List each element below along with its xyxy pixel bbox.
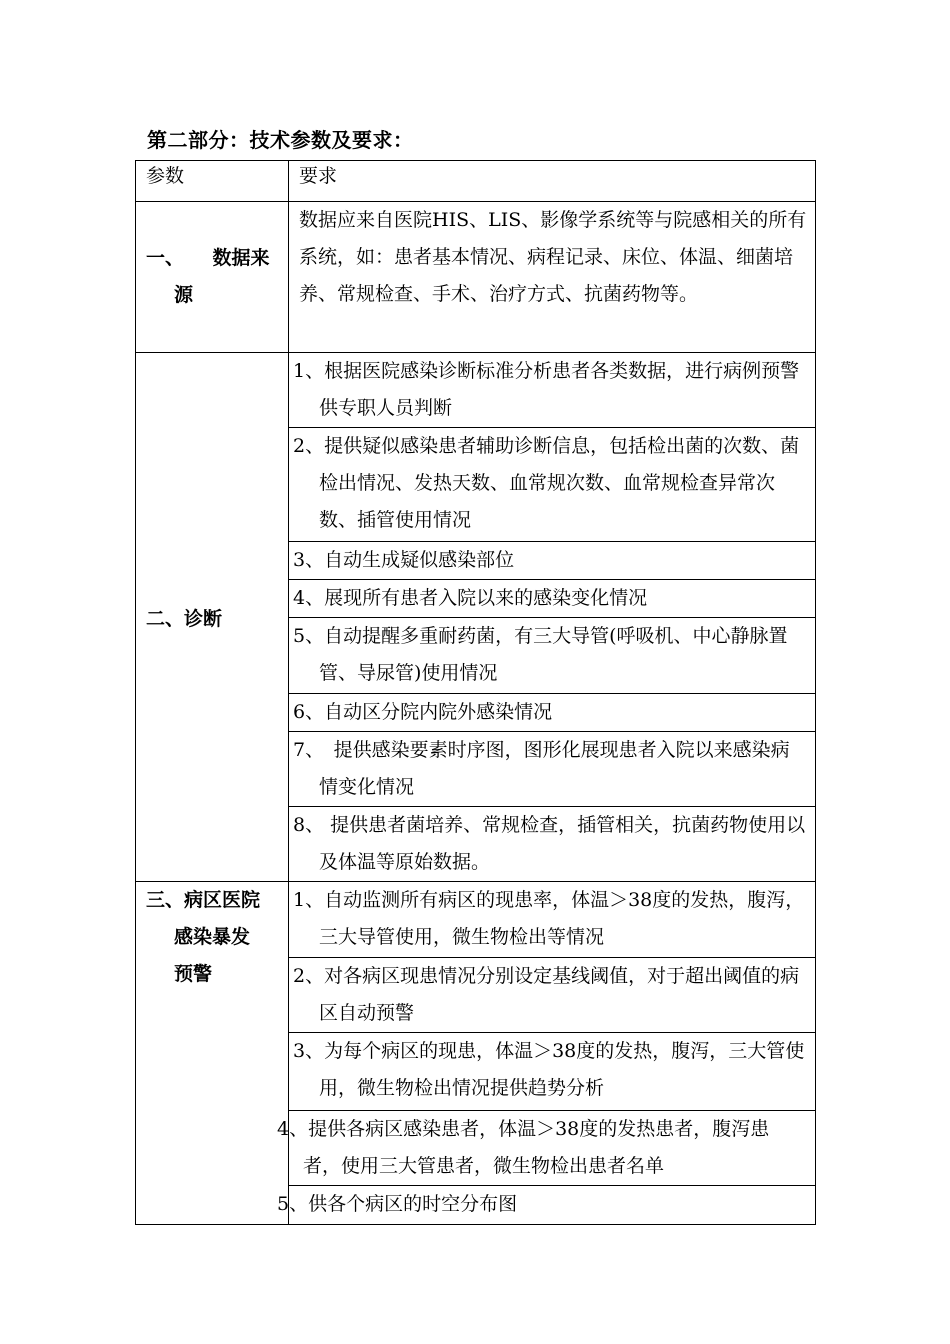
- requirement-item: 4、提供各病区感染患者，体温＞38度的发热患者，腹泻患者，使用三大管患者，微生物检出患者名单: [289, 1111, 816, 1186]
- table-row: [136, 353, 816, 428]
- section-label-line: 二、诊断: [146, 607, 223, 630]
- section-label-diagnosis: [136, 353, 289, 882]
- section-label-line: 感染暴发: [174, 926, 251, 948]
- page-title: 第二部分：技术参数及要求：: [147, 128, 414, 152]
- section-label-line: 三、病区医院: [146, 889, 261, 911]
- requirements-table: [135, 160, 816, 1225]
- header-param: 参数: [136, 161, 289, 202]
- section-label-line: 源: [174, 284, 194, 306]
- requirement-item: 2、提供疑似感染患者辅助诊断信息，包括检出菌的次数、菌检出情况、发热天数、血常规次数、血常规检查异常次数、插管使用情况: [289, 428, 816, 542]
- requirement-item: 4、展现所有患者入院以来的感染变化情况: [289, 580, 816, 618]
- requirement-item: 3、自动生成疑似感染部位: [289, 542, 816, 580]
- section-label-line: 预警: [174, 963, 213, 985]
- header-requirement: 要求: [289, 161, 816, 202]
- requirement-item: 5、自动提醒多重耐药菌，有三大导管(呼吸机、中心静脉置管、导尿管)使用情况: [289, 618, 816, 694]
- table-row: [136, 882, 816, 958]
- requirement-item: 1、根据医院感染诊断标准分析患者各类数据，进行病例预警供专职人员判断: [289, 353, 816, 428]
- table-header-row: [136, 161, 816, 202]
- requirement-item: 2、对各病区现患情况分别设定基线阈值，对于超出阈值的病区自动预警: [289, 958, 816, 1033]
- requirement-item: 8、 提供患者菌培养、常规检查，插管相关，抗菌药物使用以及体温等原始数据。: [289, 807, 816, 882]
- requirement-item: 5、供各个病区的时空分布图: [289, 1186, 816, 1225]
- requirement-item: 1、自动监测所有病区的现患率，体温＞38度的发热，腹泻，三大导管使用，微生物检出等情况: [289, 882, 816, 958]
- section-label-data-source: [136, 202, 289, 353]
- requirement-item: 6、自动区分院内院外感染情况: [289, 694, 816, 732]
- table-row: [136, 202, 816, 353]
- requirement-item: 7、 提供感染要素时序图，图形化展现患者入院以来感染病情变化情况: [289, 732, 816, 807]
- section-label-outbreak-warning: [136, 882, 289, 1225]
- requirement-item: 3、为每个病区的现患，体温＞38度的发热，腹泻，三大管使用，微生物检出情况提供趋势分析: [289, 1033, 816, 1111]
- requirement-cell: 数据应来自医院HIS、LIS、影像学系统等与院感相关的所有系统，如：患者基本情况、病程记录、床位、体温、细菌培养、常规检查、手术、治疗方式、抗菌药物等。: [289, 202, 816, 353]
- section-label-line: 一、 数据来: [146, 247, 270, 269]
